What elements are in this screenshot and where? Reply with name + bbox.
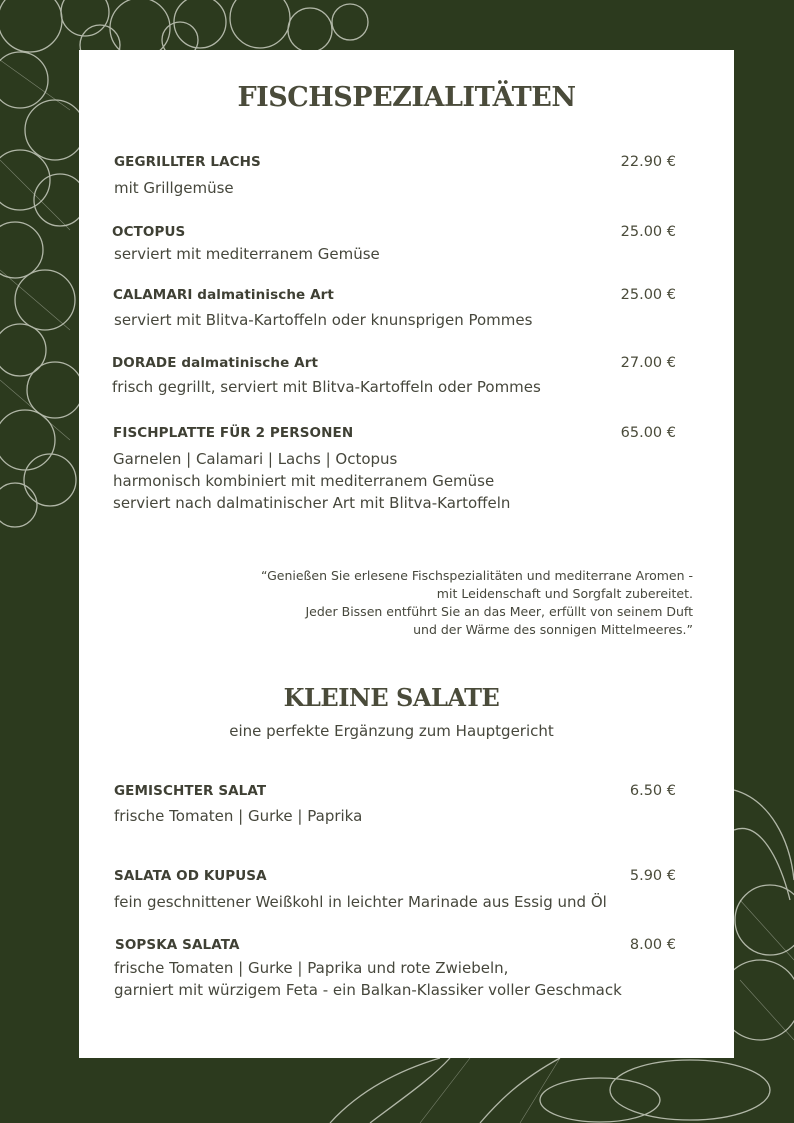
item-name: CALAMARI dalmatinische Art xyxy=(113,287,334,303)
menu-card xyxy=(79,50,734,1058)
item-price: 6.50 € xyxy=(629,783,676,799)
section-title-fisch: FISCHSPEZIALITÄTEN xyxy=(237,82,576,113)
item-description: fein geschnittener Weißkohl in leichter Marinade aus Essig und Öl xyxy=(114,893,607,911)
item-price: 65.00 € xyxy=(620,425,676,441)
section-subtitle: eine perfekte Ergänzung zum Hauptgericht xyxy=(229,722,554,740)
item-description: harmonisch kombiniert mit mediterranem Gemüse xyxy=(113,472,495,490)
quote-line: mit Leidenschaft und Sorgfalt zubereitet. xyxy=(436,586,693,601)
item-description: frische Tomaten | Gurke | Paprika und rote Zwiebeln, xyxy=(114,959,509,977)
item-price: 25.00 € xyxy=(620,224,676,240)
section-title-salate: KLEINE SALATE xyxy=(283,683,500,712)
item-name: FISCHPLATTE FÜR 2 PERSONEN xyxy=(113,425,354,441)
item-price: 5.90 € xyxy=(629,868,676,884)
item-description: serviert mit Blitva-Kartoffeln oder knunsprigen Pommes xyxy=(114,311,533,329)
item-name: GEGRILLTER LACHS xyxy=(114,154,261,170)
quote-line: “Genießen Sie erlesene Fischspezialitäten und mediterrane Aromen - xyxy=(261,568,693,583)
item-price: 8.00 € xyxy=(629,937,676,953)
item-description: serviert mit mediterranem Gemüse xyxy=(114,245,380,263)
item-name: OCTOPUS xyxy=(112,224,186,240)
item-name: SOPSKA SALATA xyxy=(115,937,240,953)
item-description: Garnelen | Calamari | Lachs | Octopus xyxy=(113,450,398,468)
item-description: frische Tomaten | Gurke | Paprika xyxy=(114,807,363,825)
item-name: GEMISCHTER SALAT xyxy=(114,783,267,799)
item-description: frisch gegrillt, serviert mit Blitva-Kartoffeln oder Pommes xyxy=(112,378,541,396)
quote-line: und der Wärme des sonnigen Mittelmeeres.” xyxy=(413,622,693,637)
item-name: SALATA OD KUPUSA xyxy=(114,868,267,884)
item-description: garniert mit würzigem Feta - ein Balkan-Klassiker voller Geschmack xyxy=(114,981,622,999)
item-price: 27.00 € xyxy=(620,355,676,371)
item-description: mit Grillgemüse xyxy=(114,179,234,197)
item-description: serviert nach dalmatinischer Art mit Blitva-Kartoffeln xyxy=(113,494,511,512)
item-price: 22.90 € xyxy=(620,154,676,170)
quote-line: Jeder Bissen entführt Sie an das Meer, erfüllt von seinem Duft xyxy=(305,604,693,619)
item-price: 25.00 € xyxy=(620,287,676,303)
item-name: DORADE dalmatinische Art xyxy=(112,355,319,371)
